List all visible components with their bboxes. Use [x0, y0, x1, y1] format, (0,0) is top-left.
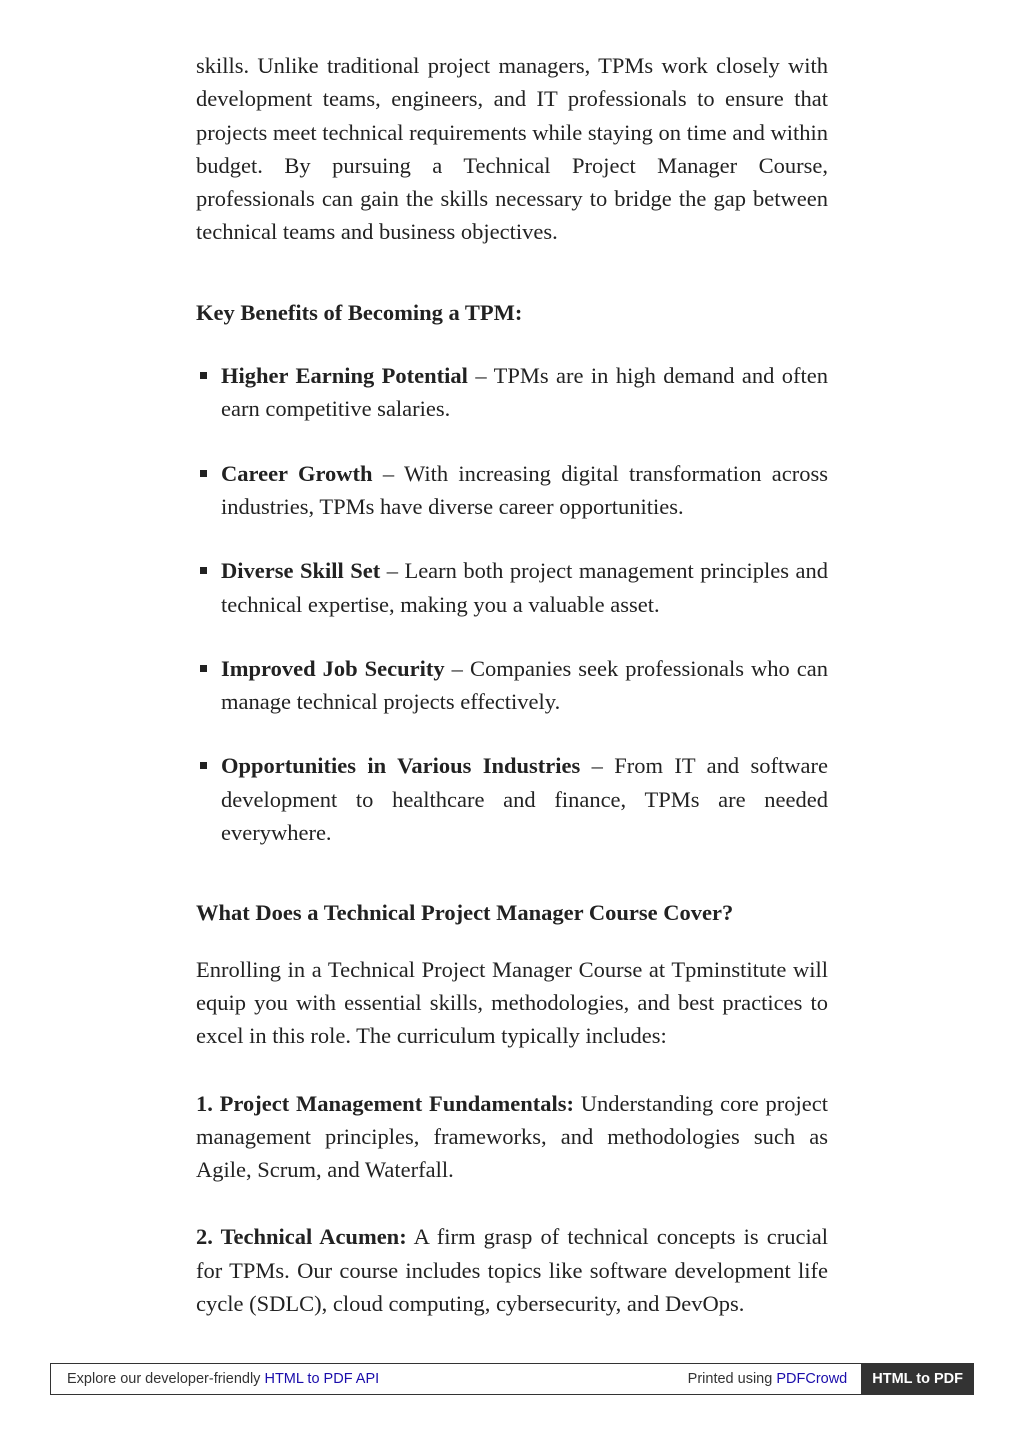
- square-bullet-icon: [200, 665, 207, 672]
- square-bullet-icon: [200, 567, 207, 574]
- html-to-pdf-badge[interactable]: HTML to PDF: [861, 1363, 974, 1395]
- benefit-lead: Diverse Skill Set: [221, 558, 381, 584]
- benefit-item: [196, 749, 828, 849]
- benefit-lead: Improved Job Security: [221, 655, 445, 681]
- footer-left: [51, 1371, 688, 1387]
- benefit-lead: Opportunities in Various Industries: [221, 753, 581, 779]
- course-heading: What Does a Technical Project Manager Course Cover?: [196, 900, 734, 926]
- benefit-text: – With increasing digital transformation across industries, TPMs have diverse career opportunities.: [221, 460, 829, 519]
- square-bullet-icon: [200, 372, 207, 379]
- benefits-heading: Key Benefits of Becoming a TPM:: [196, 299, 523, 325]
- benefit-item: [196, 359, 828, 426]
- benefit-text: – Companies seek professionals who can manage technical projects effectively.: [221, 655, 829, 715]
- document-body: [196, 49, 828, 1320]
- square-bullet-icon: [200, 470, 207, 477]
- benefit-lead: Career Growth: [221, 460, 373, 486]
- footer-printed-text: Printed using: [687, 1371, 777, 1387]
- intro-paragraph: skills. Unlike traditional project managers, TPMs work closely with development teams, engineers, and IT professionals to ensure that projects meet technical requirements while staying on time and within budget. By pursuing a Technical Project Manager Course, professionals can gain the skills necessary to bridge the gap between technical teams and business objectives.: [196, 53, 828, 245]
- benefit-lead: Higher Earning Potential: [221, 363, 468, 389]
- benefit-item: [196, 652, 828, 719]
- footer-right: [688, 1371, 862, 1387]
- benefit-text: – From IT and software development to healthcare and finance, TPMs are needed everywhere.: [221, 753, 828, 846]
- benefit-text: – Learn both project management principles and technical expertise, making you a valuable asset.: [221, 558, 828, 617]
- curriculum-lead: 1. Project Management Fundamentals:: [196, 1090, 574, 1116]
- square-bullet-icon: [200, 762, 207, 769]
- course-intro-paragraph: Enrolling in a Technical Project Manager Course at Tpminstitute will equip you with essential skills, methodologies, and best practices to excel in this role. The curriculum typically includes:: [196, 956, 828, 1049]
- pdfcrowd-link[interactable]: PDFCrowd: [776, 1371, 848, 1387]
- benefits-list: [196, 359, 828, 849]
- curriculum-item: [196, 1220, 828, 1320]
- curriculum-text: A firm grasp of technical concepts is crucial for TPMs. Our course includes topics like software development life cycle (SDLC), cloud computing, cybersecurity, and DevOps.: [196, 1224, 828, 1317]
- benefit-item: [196, 457, 828, 524]
- benefit-item: [196, 554, 828, 621]
- html-to-pdf-api-link[interactable]: HTML to PDF API: [264, 1371, 380, 1387]
- footer-explore-text: Explore our developer-friendly: [67, 1371, 265, 1387]
- benefit-text: – TPMs are in high demand and often earn competitive salaries.: [221, 363, 828, 422]
- curriculum-lead: 2. Technical Acumen:: [196, 1224, 407, 1250]
- curriculum-text: Understanding core project management principles, frameworks, and methodologies such as Agile, Scrum, and Waterfall.: [196, 1090, 828, 1183]
- curriculum-item: [196, 1087, 828, 1187]
- pdf-footer-bar: [50, 1363, 974, 1395]
